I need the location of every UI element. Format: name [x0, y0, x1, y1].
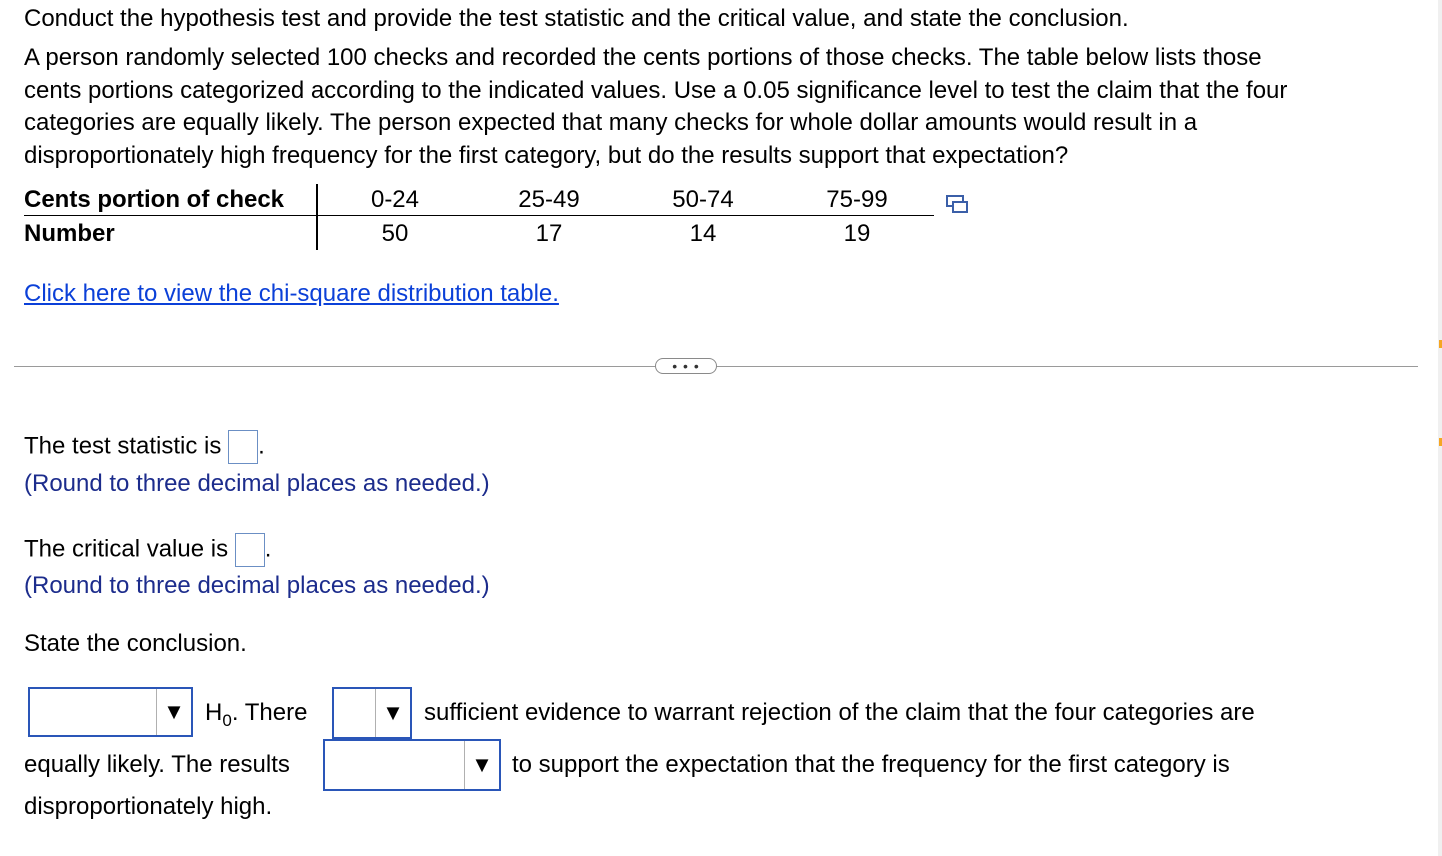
table-cell: 19: [843, 220, 871, 247]
dropdown-arrow-icon: ▼: [464, 741, 499, 789]
paragraph-line: disproportionately high frequency for the first category, but do the results support that expectation?: [24, 141, 1069, 169]
h0-text: [205, 698, 307, 730]
column-header: 75-99: [826, 186, 888, 213]
evidence-dropdown[interactable]: [332, 687, 412, 739]
test-statistic-row: [24, 430, 265, 464]
row-label-cents: Cents portion of check: [24, 186, 285, 213]
question-title: Conduct the hypothesis test and provide the test statistic and the critical value, and state the conclusion.: [24, 5, 1129, 32]
h0-letter: H: [205, 699, 223, 726]
row-label-number: Number: [24, 220, 115, 247]
paragraph-line: cents portions categorized according to the indicated values. Use a 0.05 significance level to test the claim that the four: [24, 76, 1288, 104]
critical-value-row: [24, 533, 271, 567]
table-header-rule: [24, 215, 934, 216]
test-statistic-label: The test statistic is: [24, 432, 222, 460]
dropdown-arrow-icon: ▼: [156, 689, 191, 735]
support-dropdown[interactable]: [323, 739, 501, 791]
data-table: [24, 184, 934, 252]
critical-value-hint: (Round to three decimal places as needed.): [24, 572, 490, 599]
column-header: 0-24: [370, 186, 420, 213]
test-statistic-input[interactable]: [228, 430, 258, 464]
conclusion-text-2: equally likely. The results: [24, 751, 290, 778]
table-vertical-rule: [316, 184, 318, 250]
critical-value-label: The critical value is: [24, 535, 229, 563]
chi-square-table-link[interactable]: Click here to view the chi-square distribution table.: [24, 280, 559, 307]
conclusion-text-1: sufficient evidence to warrant rejection of the claim that the four categories are: [424, 699, 1255, 726]
test-statistic-hint: (Round to three decimal places as needed.): [24, 470, 490, 497]
critical-value-input[interactable]: [235, 533, 265, 567]
table-cell: 50: [381, 220, 409, 247]
conclusion-heading: State the conclusion.: [24, 630, 247, 657]
table-cell: 17: [535, 220, 563, 247]
conclusion-text-3: to support the expectation that the frequency for the first category is: [512, 751, 1230, 778]
copy-data-icon[interactable]: [945, 193, 969, 213]
h0-after: . There: [231, 699, 308, 726]
paragraph-line: A person randomly selected 100 checks and recorded the cents portions of those checks. The table below lists those: [24, 44, 1262, 71]
scrollbar-track[interactable]: [1438, 0, 1442, 856]
conclusion-text-4: disproportionately high.: [24, 793, 273, 820]
decision-dropdown[interactable]: [28, 687, 193, 737]
dropdown-arrow-icon: ▼: [375, 689, 410, 737]
paragraph-line: categories are equally likely. The person expected that many checks for whole dollar amounts would result in a: [24, 109, 1198, 136]
question-paragraph: [24, 42, 1414, 172]
column-header: 25-49: [518, 186, 580, 213]
table-cell: 14: [689, 220, 717, 247]
h0-subscript: 0: [222, 711, 232, 730]
period: .: [264, 535, 272, 563]
more-button[interactable]: • • •: [655, 358, 717, 374]
column-header: 50-74: [672, 186, 734, 213]
period: .: [258, 432, 265, 460]
